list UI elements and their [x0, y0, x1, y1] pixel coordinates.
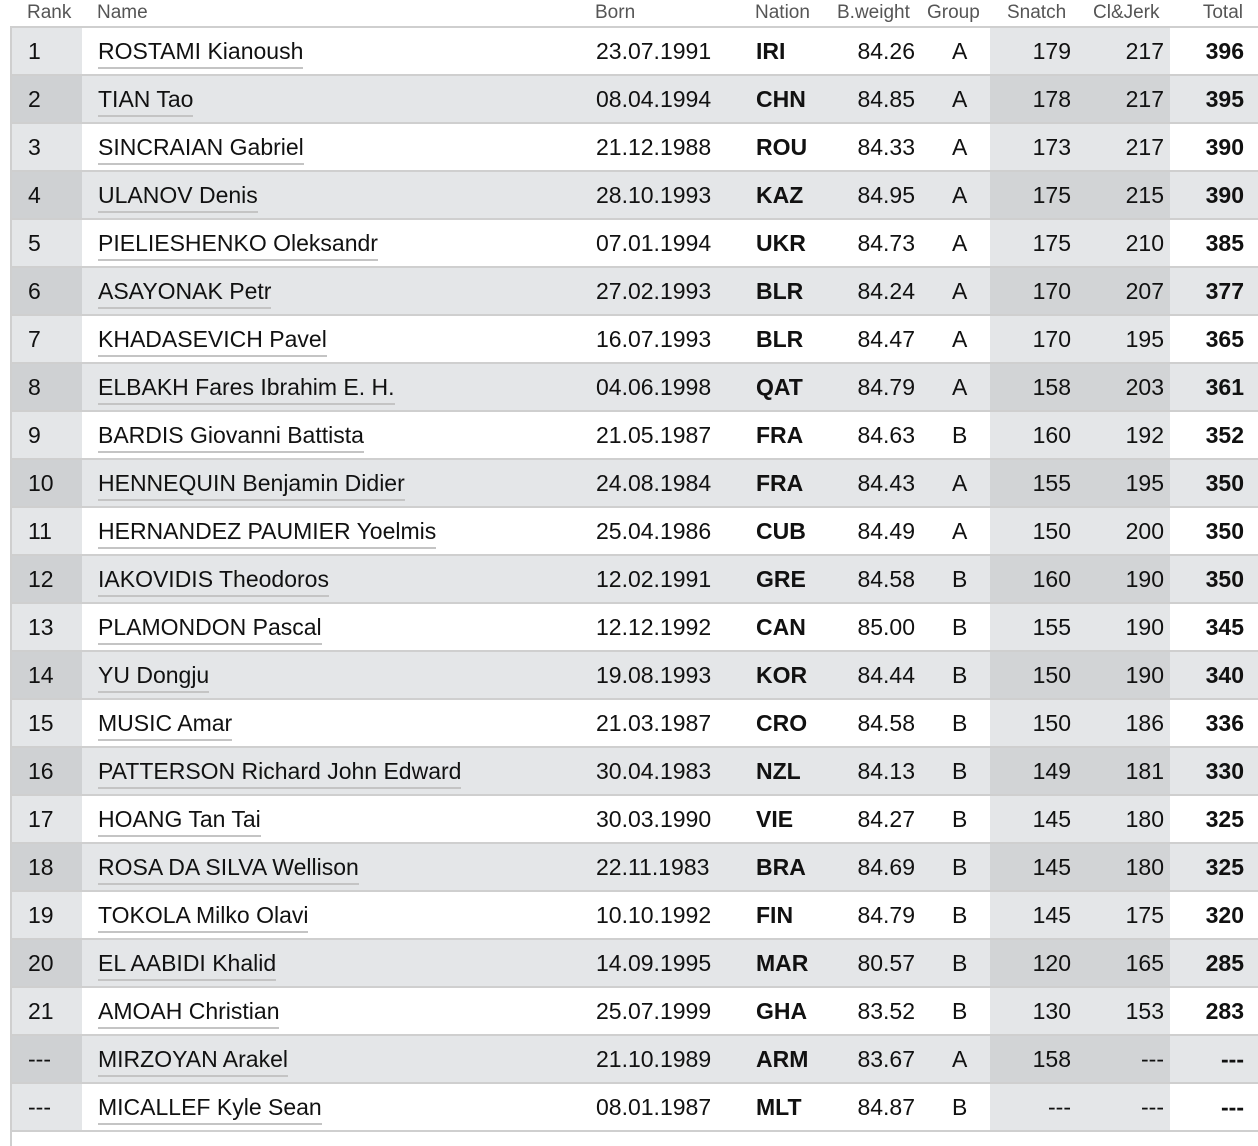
header-total: Total: [1202, 2, 1243, 23]
table-row: [12, 124, 1258, 172]
nation-value: MLT: [756, 1094, 802, 1120]
table-row: [12, 604, 1258, 652]
table-row: [12, 940, 1258, 988]
born-value: 28.10.1993: [596, 182, 712, 208]
athlete-name-link[interactable]: HOANG Tan Tai: [98, 806, 261, 837]
clean-jerk-value: 210: [1125, 230, 1164, 256]
group-value: A: [952, 230, 968, 256]
group-value: A: [952, 134, 968, 160]
nation-value: VIE: [756, 806, 794, 832]
total-value: 365: [1205, 326, 1244, 352]
group-value: A: [952, 326, 968, 352]
nation-value: UKR: [756, 230, 806, 256]
bodyweight-value: 84.44: [857, 662, 915, 688]
nation-value: BLR: [756, 278, 804, 304]
clean-jerk-value: ---: [1141, 1046, 1164, 1072]
total-value: 325: [1205, 854, 1244, 880]
clean-jerk-value: 180: [1125, 806, 1164, 832]
nation-value: BRA: [756, 854, 806, 880]
table-row: [12, 220, 1258, 268]
header-cj: Cl&Jerk: [1093, 2, 1160, 23]
clean-jerk-value: 192: [1125, 422, 1164, 448]
bodyweight-value: 85.00: [857, 614, 915, 640]
group-value: B: [952, 758, 968, 784]
snatch-value: 145: [1032, 854, 1071, 880]
athlete-name-link[interactable]: TOKOLA Milko Olavi: [98, 902, 308, 933]
header-rank: Rank: [27, 2, 72, 23]
group-value: B: [952, 902, 968, 928]
total-value: 325: [1205, 806, 1244, 832]
rank-value: 2: [28, 86, 41, 112]
born-value: 21.05.1987: [596, 422, 712, 448]
total-value: 350: [1205, 518, 1244, 544]
total-value: ---: [1221, 1094, 1244, 1120]
header-born: Born: [595, 2, 636, 23]
snatch-value: 179: [1032, 38, 1071, 64]
rank-value: 6: [28, 278, 41, 304]
clean-jerk-value: 165: [1125, 950, 1164, 976]
header-name: Name: [97, 2, 148, 23]
total-value: 345: [1205, 614, 1244, 640]
clean-jerk-value: 153: [1125, 998, 1164, 1024]
snatch-value: 170: [1032, 326, 1071, 352]
bodyweight-value: 84.26: [857, 38, 915, 64]
rank-value: 17: [28, 806, 54, 832]
total-value: 283: [1205, 998, 1244, 1024]
snatch-value: 155: [1032, 614, 1071, 640]
athlete-name-link[interactable]: PATTERSON Richard John Edward: [98, 758, 461, 789]
table-row: [12, 364, 1258, 412]
group-value: B: [952, 662, 968, 688]
athlete-name-link[interactable]: EL AABIDI Khalid: [98, 950, 276, 981]
athlete-name-link[interactable]: ULANOV Denis: [98, 182, 258, 213]
bodyweight-value: 80.57: [857, 950, 915, 976]
snatch-value: ---: [1048, 1094, 1071, 1120]
nation-value: ROU: [756, 134, 808, 160]
athlete-name-link[interactable]: TIAN Tao: [98, 86, 193, 117]
bodyweight-value: 84.33: [857, 134, 915, 160]
snatch-value: 160: [1032, 566, 1071, 592]
nation-value: CAN: [756, 614, 806, 640]
born-value: 07.01.1994: [596, 230, 712, 256]
group-value: A: [952, 182, 968, 208]
athlete-name-link[interactable]: ELBAKH Fares Ibrahim E. H.: [98, 374, 395, 405]
rank-value: 8: [28, 374, 41, 400]
clean-jerk-value: 217: [1125, 134, 1164, 160]
athlete-name-link[interactable]: KHADASEVICH Pavel: [98, 326, 327, 357]
rank-cell-bg: [12, 316, 82, 362]
clean-jerk-value: 180: [1125, 854, 1164, 880]
rank-value: 13: [28, 614, 54, 640]
nation-value: QAT: [756, 374, 803, 400]
rank-value: 1: [28, 38, 41, 64]
total-value: 285: [1205, 950, 1244, 976]
born-value: 21.12.1988: [596, 134, 712, 160]
bodyweight-value: 84.79: [857, 902, 915, 928]
table-row: [12, 28, 1258, 76]
table-row: [12, 76, 1258, 124]
table-row: [12, 1084, 1258, 1132]
bodyweight-value: 84.85: [857, 86, 915, 112]
total-value: 395: [1205, 86, 1244, 112]
rank-value: 4: [28, 182, 41, 208]
born-value: 19.08.1993: [596, 662, 712, 688]
rank-value: 15: [28, 710, 54, 736]
total-value: 390: [1205, 182, 1244, 208]
bodyweight-value: 84.24: [857, 278, 915, 304]
rank-value: 20: [28, 950, 54, 976]
rank-cell-bg: [12, 268, 82, 314]
table-row: [12, 700, 1258, 748]
born-value: 04.06.1998: [596, 374, 712, 400]
nation-value: FIN: [756, 902, 794, 928]
rank-value: 5: [28, 230, 41, 256]
snatch-value: 158: [1032, 1046, 1071, 1072]
clean-jerk-value: 203: [1125, 374, 1164, 400]
group-value: B: [952, 854, 968, 880]
clean-jerk-value: 190: [1125, 566, 1164, 592]
table-row: [12, 412, 1258, 460]
nation-value: MAR: [756, 950, 809, 976]
athlete-name-link[interactable]: ASAYONAK Petr: [98, 278, 271, 309]
group-value: B: [952, 614, 968, 640]
table-row: [12, 508, 1258, 556]
snatch-value: 158: [1032, 374, 1071, 400]
group-value: A: [952, 1046, 968, 1072]
bodyweight-value: 84.27: [857, 806, 915, 832]
clean-jerk-value: 190: [1125, 614, 1164, 640]
snatch-value: 150: [1032, 662, 1071, 688]
born-value: 25.04.1986: [596, 518, 712, 544]
athlete-name-link[interactable]: BARDIS Giovanni Battista: [98, 422, 364, 453]
rank-cell-bg: [12, 364, 82, 410]
born-value: 14.09.1995: [596, 950, 712, 976]
nation-value: CRO: [756, 710, 808, 736]
total-value: 340: [1205, 662, 1244, 688]
table-row: [12, 1036, 1258, 1084]
clean-jerk-value: 207: [1125, 278, 1164, 304]
rank-value: 21: [28, 998, 54, 1024]
clean-jerk-value: 181: [1125, 758, 1164, 784]
born-value: 22.11.1983: [596, 854, 710, 880]
rank-value: 3: [28, 134, 41, 160]
snatch-value: 150: [1032, 710, 1071, 736]
born-value: 12.02.1991: [596, 566, 712, 592]
total-value: ---: [1221, 1046, 1244, 1072]
rank-value: 18: [28, 854, 54, 880]
bodyweight-value: 84.87: [857, 1094, 915, 1120]
snatch-value: 175: [1032, 230, 1071, 256]
nation-value: FRA: [756, 422, 804, 448]
total-value: 385: [1205, 230, 1244, 256]
nation-value: BLR: [756, 326, 804, 352]
bodyweight-value: 84.58: [857, 566, 915, 592]
clean-jerk-value: 215: [1125, 182, 1164, 208]
table-header: [0, 0, 1258, 28]
born-value: 08.01.1987: [596, 1094, 712, 1120]
group-value: B: [952, 806, 968, 832]
athlete-name-link[interactable]: YU Dongju: [98, 662, 209, 693]
group-value: B: [952, 422, 968, 448]
snatch-value: 145: [1032, 806, 1071, 832]
bodyweight-value: 84.13: [857, 758, 915, 784]
total-value: 320: [1205, 902, 1244, 928]
athlete-name-link[interactable]: AMOAH Christian: [98, 998, 279, 1029]
group-value: A: [952, 470, 968, 496]
born-value: 24.08.1984: [596, 470, 712, 496]
nation-value: GRE: [756, 566, 806, 592]
bodyweight-value: 83.52: [857, 998, 915, 1024]
total-value: 352: [1205, 422, 1244, 448]
group-value: A: [952, 86, 968, 112]
snatch-value: 173: [1032, 134, 1071, 160]
born-value: 16.07.1993: [596, 326, 712, 352]
athlete-name-link[interactable]: ROSTAMI Kianoush: [98, 38, 303, 69]
results-table: [10, 26, 1258, 1146]
table-row: [12, 172, 1258, 220]
table-row: [12, 556, 1258, 604]
athlete-name-link[interactable]: IAKOVIDIS Theodoros: [98, 566, 329, 597]
total-value: 390: [1205, 134, 1244, 160]
athlete-name-link[interactable]: MICALLEF Kyle Sean: [98, 1094, 322, 1125]
nation-value: IRI: [756, 38, 786, 64]
athlete-name-link[interactable]: SINCRAIAN Gabriel: [98, 134, 304, 165]
bodyweight-value: 83.67: [857, 1046, 915, 1072]
athlete-name-link[interactable]: PIELIESHENKO Oleksandr: [98, 230, 378, 261]
rank-cell-bg: [12, 28, 82, 74]
header-snatch: Snatch: [1007, 2, 1067, 23]
rank-value: 16: [28, 758, 54, 784]
rank-cell-bg: [12, 412, 82, 458]
total-value: 336: [1205, 710, 1244, 736]
born-value: 12.12.1992: [596, 614, 712, 640]
rank-cell-bg: [12, 172, 82, 218]
athlete-name-link[interactable]: HENNEQUIN Benjamin Didier: [98, 470, 405, 501]
clean-jerk-value: 217: [1125, 38, 1164, 64]
born-value: 30.04.1983: [596, 758, 712, 784]
bodyweight-value: 84.63: [857, 422, 915, 448]
table-row: [12, 316, 1258, 364]
clean-jerk-value: ---: [1141, 1094, 1164, 1120]
nation-value: ARM: [756, 1046, 809, 1072]
born-value: 30.03.1990: [596, 806, 712, 832]
header-group: Group: [927, 2, 980, 23]
rank-value: 19: [28, 902, 54, 928]
total-value: 350: [1205, 566, 1244, 592]
table-row: [12, 892, 1258, 940]
nation-value: FRA: [756, 470, 804, 496]
rank-value: 9: [28, 422, 41, 448]
clean-jerk-value: 186: [1125, 710, 1164, 736]
snatch-value: 160: [1032, 422, 1071, 448]
bodyweight-value: 84.69: [857, 854, 915, 880]
rank-value: 10: [28, 470, 54, 496]
born-value: 10.10.1992: [596, 902, 712, 928]
clean-jerk-value: 190: [1125, 662, 1164, 688]
born-value: 25.07.1999: [596, 998, 712, 1024]
rank-value: 7: [28, 326, 41, 352]
group-value: B: [952, 1094, 968, 1120]
snatch-value: 170: [1032, 278, 1071, 304]
table-row: [12, 652, 1258, 700]
athlete-name-link[interactable]: MIRZOYAN Arakel: [98, 1046, 288, 1077]
table-row: [12, 796, 1258, 844]
clean-jerk-value: 200: [1125, 518, 1164, 544]
rank-cell-bg: [12, 124, 82, 170]
rank-value: 11: [28, 518, 52, 544]
athlete-name-link[interactable]: HERNANDEZ PAUMIER Yoelmis: [98, 518, 436, 549]
group-value: B: [952, 566, 968, 592]
snatch-value: 178: [1032, 86, 1071, 112]
total-value: 330: [1205, 758, 1244, 784]
group-value: B: [952, 998, 968, 1024]
table-row: [12, 988, 1258, 1036]
table-row: [12, 844, 1258, 892]
nation-value: KOR: [756, 662, 808, 688]
bodyweight-value: 84.43: [857, 470, 915, 496]
snatch-value: 130: [1032, 998, 1071, 1024]
group-value: A: [952, 38, 968, 64]
snatch-value: 120: [1032, 950, 1071, 976]
born-value: 21.03.1987: [596, 710, 712, 736]
group-value: B: [952, 950, 968, 976]
born-value: 08.04.1994: [596, 86, 712, 112]
born-value: 27.02.1993: [596, 278, 712, 304]
group-value: A: [952, 278, 968, 304]
group-value: A: [952, 374, 968, 400]
nation-value: CHN: [756, 86, 806, 112]
nation-value: CUB: [756, 518, 806, 544]
total-value: 361: [1205, 374, 1244, 400]
table-row: [12, 268, 1258, 316]
clean-jerk-value: 175: [1125, 902, 1164, 928]
bodyweight-value: 84.79: [857, 374, 915, 400]
nation-value: NZL: [756, 758, 801, 784]
athlete-name-link[interactable]: MUSIC Amar: [98, 710, 232, 741]
clean-jerk-value: 217: [1125, 86, 1164, 112]
rank-cell-bg: [12, 220, 82, 266]
table-row: [12, 460, 1258, 508]
rank-value: 14: [28, 662, 54, 688]
rank-value: ---: [28, 1094, 51, 1120]
bodyweight-value: 84.47: [857, 326, 915, 352]
nation-value: KAZ: [756, 182, 804, 208]
snatch-value: 155: [1032, 470, 1071, 496]
header-nation: Nation: [755, 2, 810, 23]
total-value: 350: [1205, 470, 1244, 496]
rank-cell-bg: [12, 76, 82, 122]
rank-value: ---: [28, 1046, 51, 1072]
athlete-name-link[interactable]: ROSA DA SILVA Wellison: [98, 854, 359, 885]
total-value: 377: [1205, 278, 1244, 304]
rank-value: 12: [28, 566, 54, 592]
header-bweight: B.weight: [837, 2, 910, 23]
bodyweight-value: 84.95: [857, 182, 915, 208]
table-row: [12, 748, 1258, 796]
snatch-value: 149: [1032, 758, 1071, 784]
snatch-value: 150: [1032, 518, 1071, 544]
total-value: 396: [1205, 38, 1244, 64]
born-value: 21.10.1989: [596, 1046, 712, 1072]
athlete-name-link[interactable]: PLAMONDON Pascal: [98, 614, 322, 645]
born-value: 23.07.1991: [596, 38, 712, 64]
snatch-value: 175: [1032, 182, 1071, 208]
nation-value: GHA: [756, 998, 808, 1024]
bodyweight-value: 84.73: [857, 230, 915, 256]
group-value: B: [952, 710, 968, 736]
bodyweight-value: 84.58: [857, 710, 915, 736]
snatch-value: 145: [1032, 902, 1071, 928]
group-value: A: [952, 518, 968, 544]
clean-jerk-value: 195: [1125, 326, 1164, 352]
bodyweight-value: 84.49: [857, 518, 915, 544]
clean-jerk-value: 195: [1125, 470, 1164, 496]
